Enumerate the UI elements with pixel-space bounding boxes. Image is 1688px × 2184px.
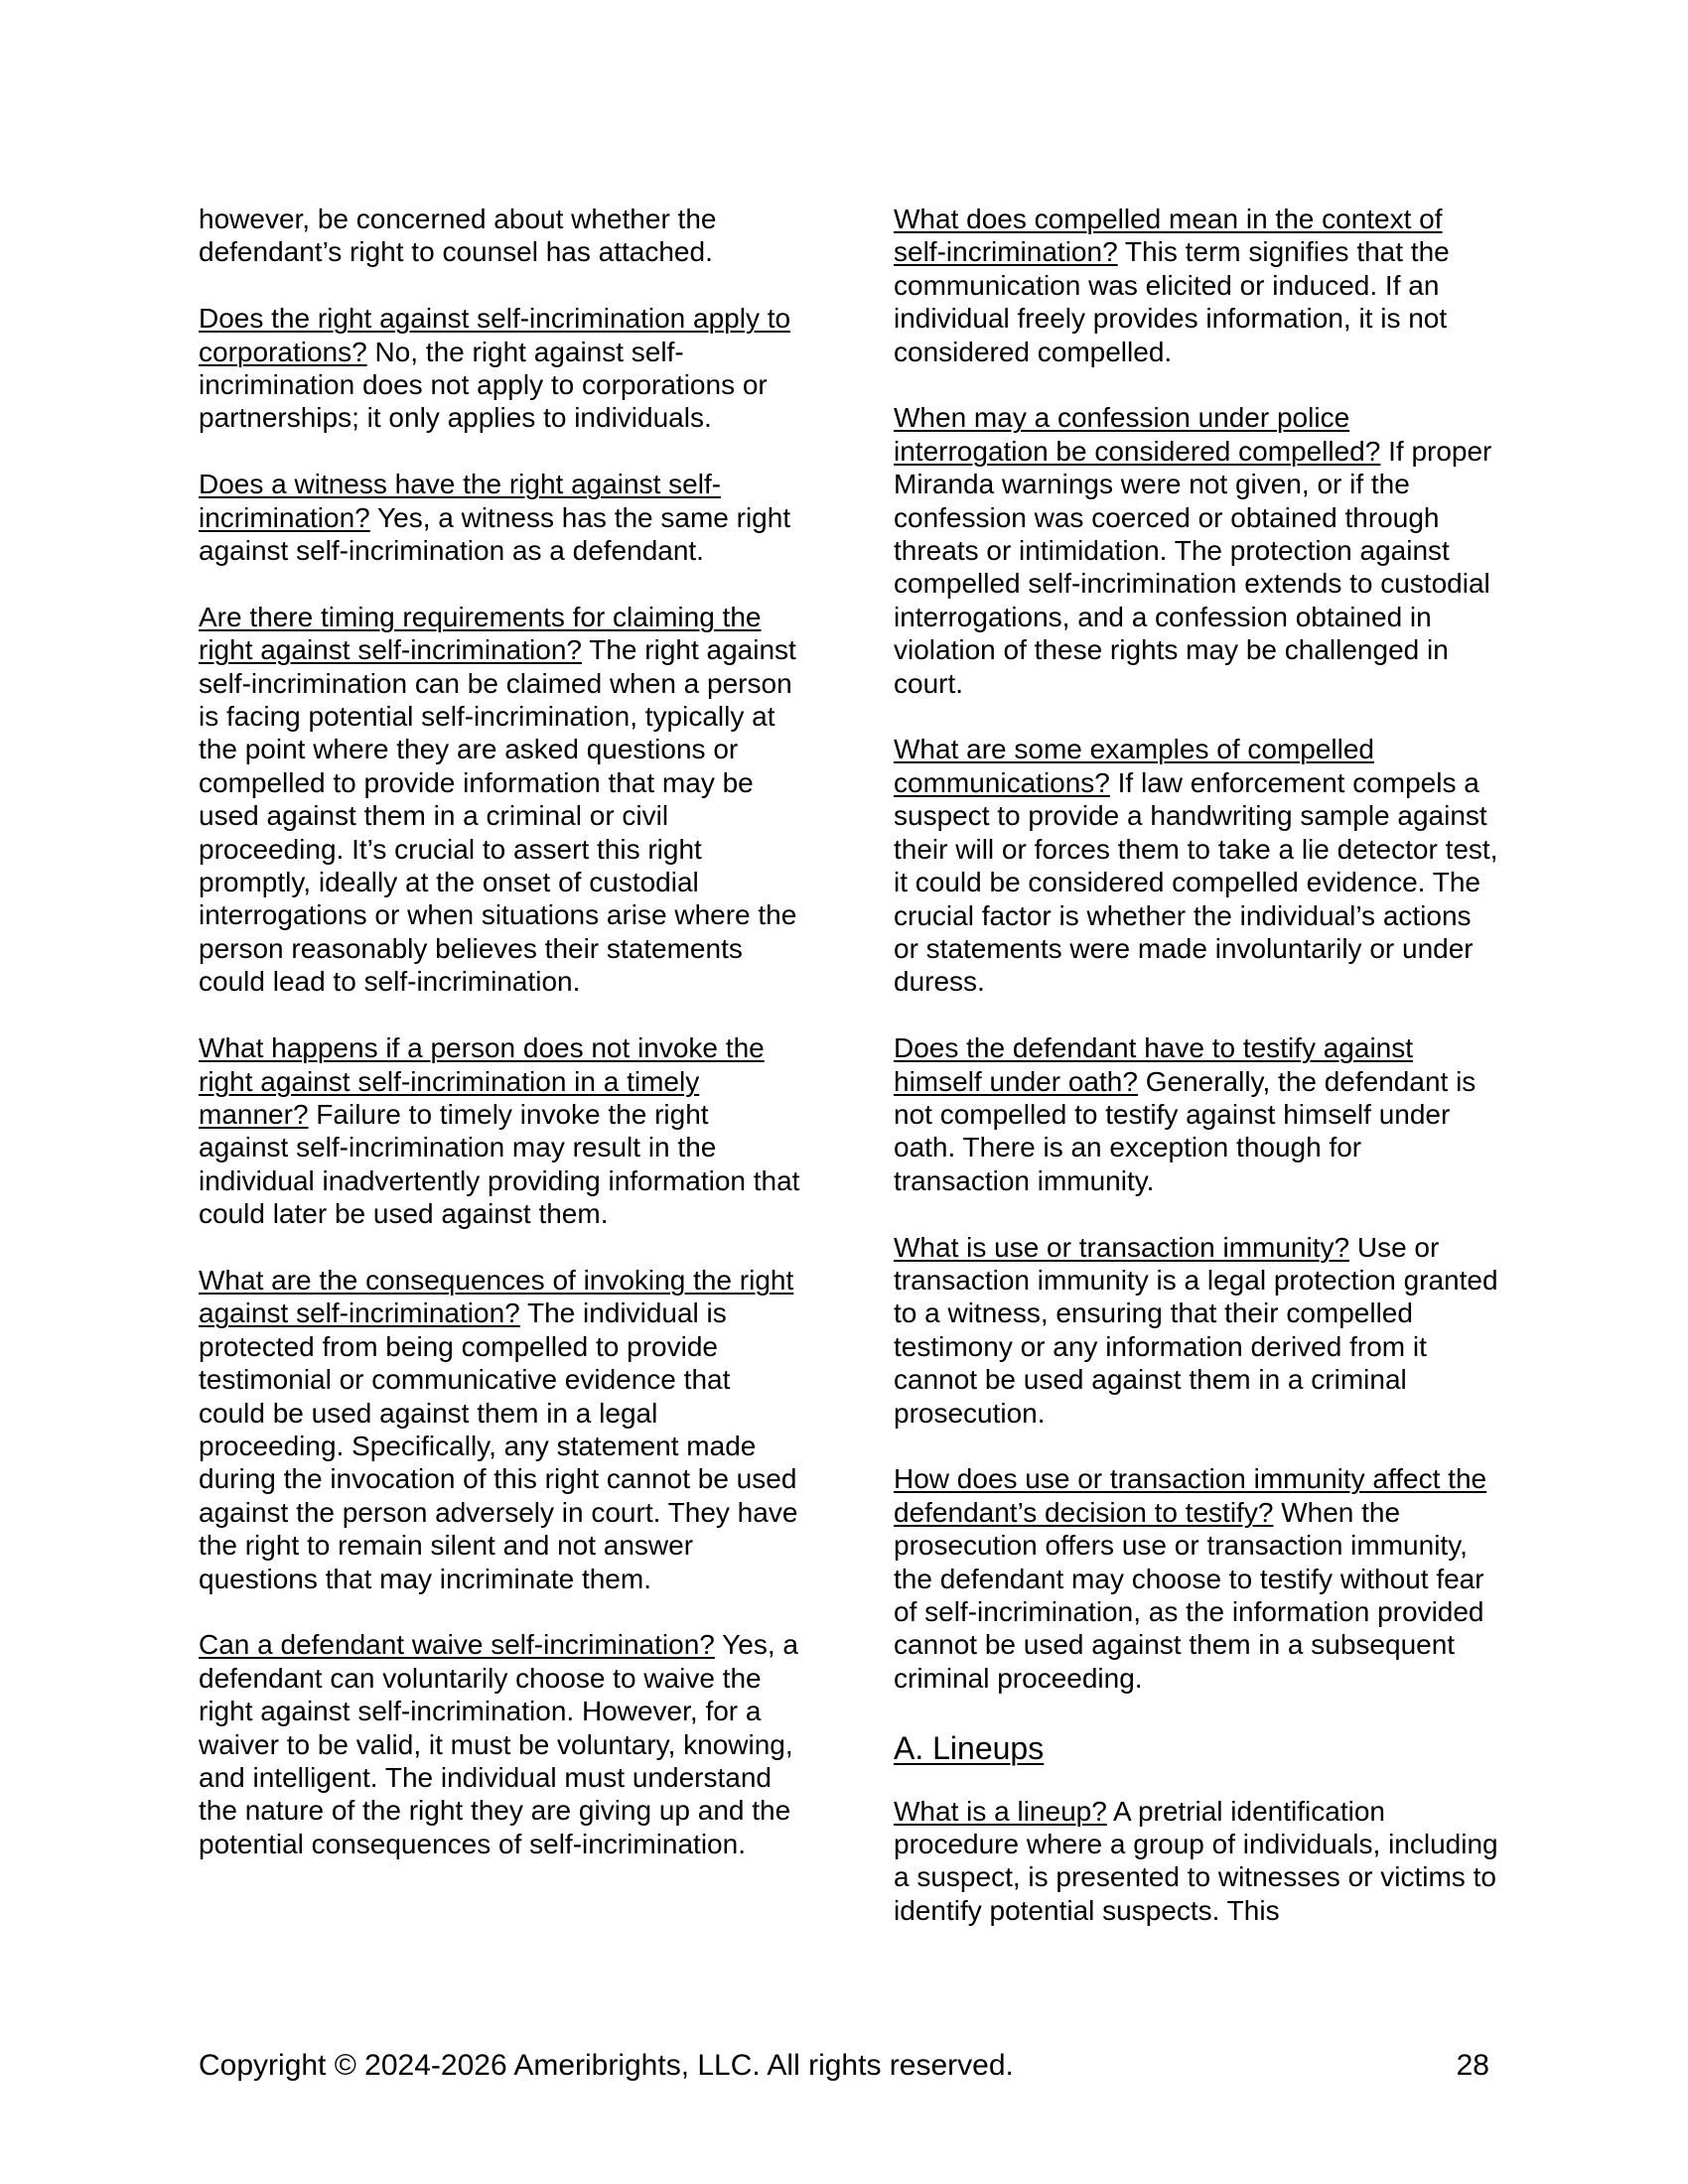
answer-text: Failure to timely invoke the right against self-incrimination may result in the individual inadvertently providing information that could later be used against them. — [199, 1098, 800, 1230]
qa-paragraph — [894, 1231, 1499, 1430]
answer-text: Yes, a defendant can voluntarily choose to waive the right against self-incrimination. However, for a waiver to be valid, it must be voluntary, knowing, and intelligent. The individual must understand the nature of the right they are giving up and the potential consequences of self-incrimination. — [199, 1629, 798, 1859]
question-text: What does compelled mean in the context of self-incrimination? — [894, 204, 1443, 268]
left-column — [199, 203, 804, 1894]
question-text: When may a confession under police interrogation be considered compelled? — [894, 402, 1381, 467]
answer-text: When the prosecution offers use or transaction immunity, the defendant may choose to testify without fear of self-incrimination, as the information provided cannot be used against them in a subsequent criminal proceeding. — [894, 1496, 1484, 1694]
qa-paragraph — [199, 468, 804, 567]
question-text: How does use or transaction immunity affect the defendant’s decision to testify? — [894, 1463, 1487, 1528]
question-text: Are there timing requirements for claiming the right against self-incrimination? — [199, 601, 762, 666]
answer-text: The right against self-incrimination can be claimed when a person is facing potential self-incrimination, typically at the point where they are asked questions or compelled to provide information that may be used against them in a criminal or civil proceeding. It’s crucial to assert this right promptly, ideally at the onset of custodial interrogations or when situations arise where the person reasonably believes their statements could lead to self-incrimination. — [199, 634, 797, 998]
qa-paragraph — [894, 1462, 1499, 1695]
answer-text: No, the right against self-incrimination does not apply to corporations or partnerships; it only applies to individuals. — [199, 336, 768, 434]
qa-paragraph — [894, 401, 1499, 700]
qa-paragraph — [894, 1795, 1499, 1928]
question-text: What is a lineup? — [894, 1795, 1107, 1827]
answer-text: Generally, the defendant is not compelled to testify against himself under oath. There is an exception though for transaction immunity. — [894, 1065, 1477, 1196]
qa-paragraph — [199, 1628, 804, 1860]
answer-text: however, be concerned about whether the defendant’s right to counsel has attached. — [199, 204, 717, 268]
section-heading — [894, 1728, 1499, 1768]
qa-paragraph — [199, 1031, 804, 1230]
section-heading-text: A. Lineups — [894, 1729, 1045, 1766]
qa-paragraph — [199, 601, 804, 999]
right-column — [894, 203, 1499, 1961]
question-text: Does a witness have the right against self-incrimination? — [199, 469, 722, 533]
answer-text: The individual is protected from being compelled to provide testimonial or communicative evidence that could be used against them in a legal proceeding. Specifically, any statement made during the invocation of this right cannot be used against the person adversely in court. They have the right to remain silent and not answer questions that may incriminate them. — [199, 1297, 798, 1594]
page-number: 28 — [1456, 2049, 1489, 2082]
answer-text: This term signifies that the communication was elicited or induced. If an individual freely provides information, it is not considered compelled. — [894, 236, 1450, 367]
question-text: What are some examples of compelled communications? — [894, 734, 1374, 798]
qa-paragraph — [894, 1031, 1499, 1197]
answer-text: If law enforcement compels a suspect to provide a handwriting sample against their will or forces them to take a lie detector test, it could be considered compelled evidence. The crucial factor is whether the individual’s actions or statements were made involuntarily or under duress. — [894, 766, 1498, 998]
qa-paragraph — [199, 1264, 804, 1595]
copyright-text: Copyright © 2024-2026 Ameribrights, LLC. All rights reserved. — [199, 2049, 1014, 2082]
qa-paragraph — [894, 733, 1499, 998]
question-text: What is use or transaction immunity? — [894, 1231, 1350, 1263]
answer-text: Use or transaction immunity is a legal protection granted to a witness, ensuring that their compelled testimony or any information derived from it cannot be used against them in a criminal prosecution. — [894, 1231, 1498, 1429]
answer-text: If proper Miranda warnings were not given, or if the confession was coerced or obtained through threats or intimidation. The protection against compelled self-incrimination extends to custodial interrogations, and a confession obtained in violation of these rights may be challenged in court. — [894, 435, 1492, 699]
question-text: Does the defendant have to testify against himself under oath? — [894, 1032, 1414, 1097]
qa-paragraph — [199, 302, 804, 435]
question-text: What happens if a person does not invoke the right against self-incrimination in a timely manner? — [199, 1032, 765, 1130]
question-text: Can a defendant waive self-incrimination? — [199, 1629, 715, 1661]
answer-text: A pretrial identification procedure where a group of individuals, including a suspect, is presented to witnesses or victims to identify potential suspects. This — [894, 1795, 1498, 1926]
continuation-paragraph — [199, 203, 804, 269]
question-text: What are the consequences of invoking the right against self-incrimination? — [199, 1264, 794, 1329]
question-text: Does the right against self-incrimination apply to corporations? — [199, 303, 791, 367]
answer-text: Yes, a witness has the same right against self-incrimination as a defendant. — [199, 501, 791, 567]
page-footer — [199, 2048, 1489, 2084]
qa-paragraph — [894, 203, 1499, 368]
